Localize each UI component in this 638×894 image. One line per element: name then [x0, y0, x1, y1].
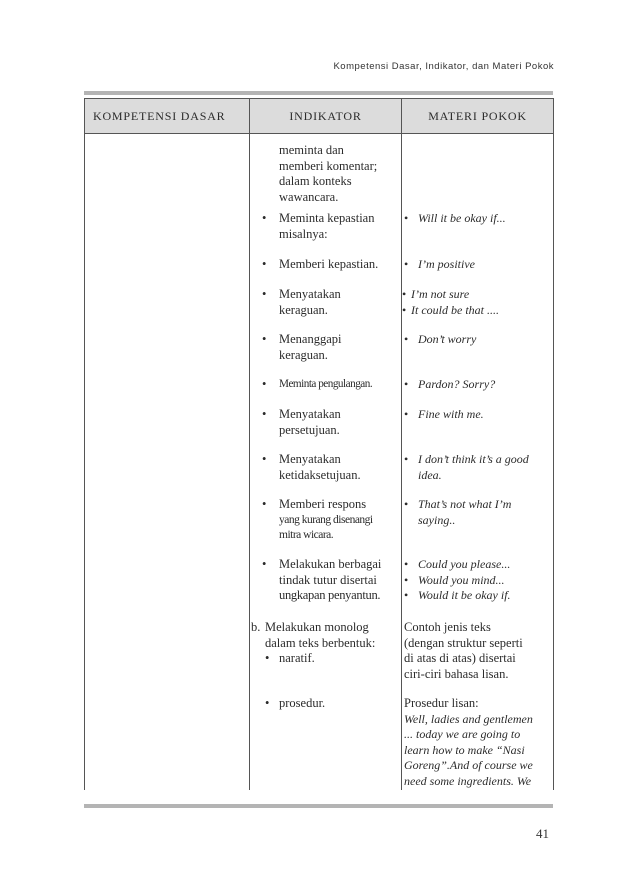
bullet-icon: •	[404, 452, 409, 466]
materi-line: Fine with me.	[418, 407, 484, 421]
bullet-icon: •	[262, 557, 267, 571]
item-line: tindak tutur disertai	[279, 572, 377, 587]
item-line: Meminta kepastian	[279, 211, 375, 225]
materi-item	[404, 377, 552, 393]
bullet-icon: •	[404, 332, 409, 346]
sub-item-label: naratif.	[279, 651, 315, 665]
materi-line: Don’t worry	[418, 332, 477, 346]
materi-item	[404, 452, 552, 483]
bullet-icon: •	[404, 557, 409, 571]
table-header-row	[85, 99, 554, 134]
materi-item	[404, 257, 552, 273]
footer-rule	[84, 804, 553, 808]
item-line: Melakukan berbagai	[279, 557, 382, 571]
bullet-icon: •	[404, 572, 409, 587]
bullet-icon: •	[262, 377, 267, 391]
intro-line: wawancara.	[279, 189, 339, 204]
indikator-item	[262, 332, 402, 363]
header-kompetensi-dasar: KOMPETENSI DASAR	[85, 99, 250, 134]
prosedur-line: Goreng”.And of course we	[404, 758, 533, 772]
bullet-icon: •	[262, 407, 267, 421]
indikator-item	[262, 557, 402, 604]
bullet-icon: •	[404, 257, 409, 271]
materi-item	[404, 407, 552, 423]
bullet-icon: •	[402, 302, 407, 317]
materi-line: saying..	[418, 512, 456, 527]
indikator-sub-item	[265, 651, 395, 667]
indikator-item	[262, 287, 402, 318]
header-indikator: INDIKATOR	[250, 99, 402, 134]
bullet-icon: •	[404, 588, 409, 602]
bullet-icon: •	[262, 211, 267, 225]
bullet-icon: •	[404, 211, 409, 225]
materi-item	[404, 211, 552, 227]
prosedur-line: need some ingredients. We	[404, 773, 532, 788]
bullet-icon: •	[404, 377, 409, 391]
materi-item	[404, 497, 552, 528]
indikator-item	[262, 257, 402, 273]
bullet-icon: •	[402, 287, 407, 301]
page-number: 41	[536, 826, 549, 841]
intro-line: dalam konteks	[279, 174, 352, 188]
prosedur-line: Well, ladies and gentlemen	[404, 711, 533, 726]
bullet-icon: •	[404, 407, 409, 421]
indikator-sub-item	[265, 696, 395, 712]
intro-line: memberi komentar;	[279, 158, 378, 173]
item-line: Menyatakan	[279, 407, 341, 421]
bullet-icon: •	[262, 257, 267, 271]
materi-item	[402, 287, 552, 318]
bullet-icon: •	[262, 452, 267, 466]
item-line: Menanggapi	[279, 332, 342, 346]
item-line: Menyatakan	[279, 452, 341, 466]
bullet-icon: •	[265, 651, 270, 665]
materi-line: Pardon? Sorry?	[418, 377, 496, 391]
materi-item	[404, 557, 552, 604]
item-line: keraguan.	[279, 302, 328, 317]
item-line: Memberi respons	[279, 497, 367, 511]
bullet-icon: •	[404, 497, 409, 511]
indikator-b-item	[251, 620, 401, 651]
bullet-icon: •	[265, 696, 270, 710]
item-line: keraguan.	[279, 347, 328, 362]
bullet-icon: •	[262, 497, 267, 511]
indikator-item	[262, 497, 402, 544]
intro-line: meminta dan	[279, 143, 344, 157]
bullet-icon: •	[262, 332, 267, 346]
b-marker: b.	[251, 620, 261, 634]
item-line: mitra wicara.	[279, 529, 334, 541]
indikator-item	[262, 211, 402, 242]
prosedur-title: Prosedur lisan:	[404, 696, 479, 710]
contoh-line: ciri-ciri bahasa lisan.	[404, 666, 509, 681]
header-materi-pokok: MATERI POKOK	[402, 99, 554, 134]
item-line: dalam teks berbentuk:	[265, 635, 376, 650]
item-line: Menyatakan	[279, 287, 341, 301]
item-line: Memberi kepastian.	[279, 257, 379, 271]
item-line: ungkapan penyantun.	[279, 588, 381, 602]
contoh-line: di atas di atas) disertai	[404, 651, 516, 665]
indikator-item	[262, 452, 402, 483]
materi-line: Could you please...	[418, 557, 511, 571]
materi-prosedur	[404, 696, 552, 789]
materi-line: I’m not sure	[411, 287, 470, 301]
materi-line: Will it be okay if...	[418, 211, 506, 225]
item-line: yang kurang disenangi	[279, 513, 373, 526]
indikator-intro	[279, 143, 377, 205]
kompetensi-dasar-cell	[85, 134, 250, 791]
item-line: misalnya:	[279, 226, 328, 241]
materi-line: I’m positive	[418, 257, 475, 271]
contoh-line: Contoh jenis teks	[404, 620, 491, 634]
materi-item	[404, 332, 552, 348]
indikator-item	[262, 407, 402, 438]
bullet-icon: •	[262, 287, 267, 301]
indikator-item	[262, 377, 402, 393]
prosedur-line: learn how to make “Nasi	[404, 742, 525, 757]
materi-line: I don’t think it’s a good	[418, 452, 529, 466]
materi-line: idea.	[418, 467, 442, 482]
materi-line: Would you mind...	[418, 572, 505, 587]
header-rule	[84, 91, 553, 95]
materi-line: It could be that ....	[411, 302, 499, 317]
prosedur-line: ... today we are going to	[404, 727, 521, 741]
item-line: persetujuan.	[279, 422, 340, 437]
materi-line: That’s not what I’m	[418, 497, 512, 511]
running-header: Kompetensi Dasar, Indikator, dan Materi Pokok	[333, 61, 554, 72]
materi-contoh	[404, 620, 552, 682]
contoh-line: (dengan struktur seperti	[404, 635, 523, 650]
sub-item-label: prosedur.	[279, 696, 326, 710]
item-line: Meminta pengulangan.	[279, 378, 373, 390]
materi-line: Would it be okay if.	[418, 588, 511, 602]
item-line: ketidaksetujuan.	[279, 467, 361, 482]
item-line: Melakukan monolog	[265, 620, 369, 634]
